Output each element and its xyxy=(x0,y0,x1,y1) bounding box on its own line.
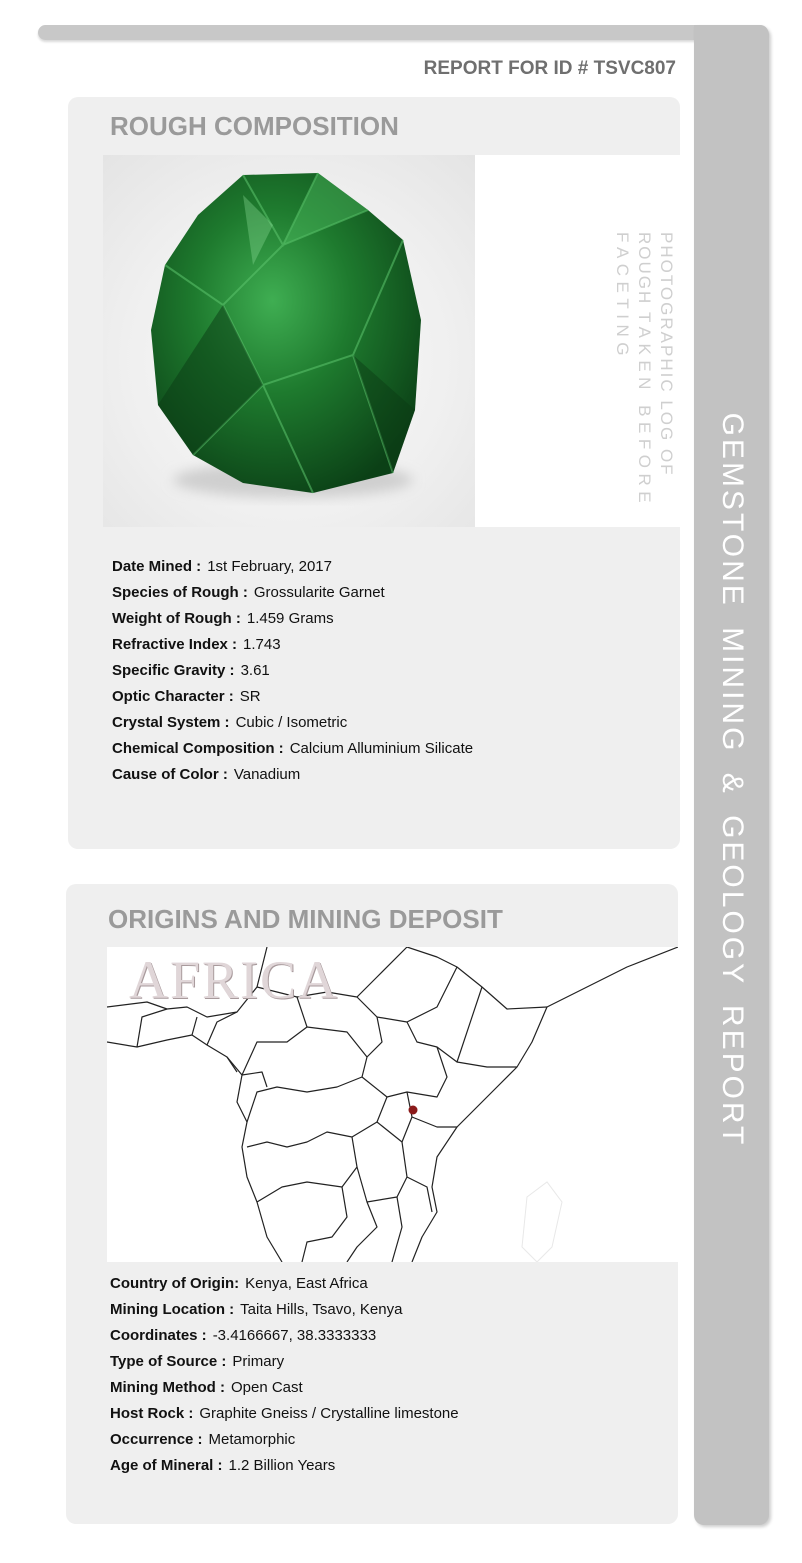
gem-photo xyxy=(103,155,475,527)
side-title: GEMSTONE MINING & GEOLOGY REPORT xyxy=(715,412,749,1148)
spec-coordinates: Coordinates : -3.4166667, 38.3333333 xyxy=(110,1327,377,1344)
spec-mining-method: Mining Method : Open Cast xyxy=(110,1379,303,1396)
africa-map xyxy=(107,947,678,1262)
spec-host-rock: Host Rock : Graphite Gneiss / Crystalline limestone xyxy=(110,1405,459,1422)
spec-weight: Weight of Rough : 1.459 Grams xyxy=(112,610,334,627)
spec-specific-gravity: Specific Gravity : 3.61 xyxy=(112,662,270,679)
spec-cause-of-color: Cause of Color : Vanadium xyxy=(112,766,301,783)
spec-mining-location: Mining Location : Taita Hills, Tsavo, Kenya xyxy=(110,1301,403,1318)
spec-crystal-system: Crystal System : Cubic / Isometric xyxy=(112,714,348,731)
side-banner xyxy=(694,25,769,1525)
photo-note-line1: PHOTOGRAPHIC LOG OF ROUGH xyxy=(635,232,676,477)
rough-photo-area xyxy=(103,155,680,527)
spec-chemical-composition: Chemical Composition : Calcium Alluminium Silicate xyxy=(112,740,474,757)
origins-panel xyxy=(66,884,678,1524)
gem-stone-image xyxy=(103,155,475,527)
rough-composition-panel xyxy=(68,97,680,849)
mine-location-marker xyxy=(409,1106,418,1115)
header-bar xyxy=(38,25,768,40)
spec-refractive-index: Refractive Index : 1.743 xyxy=(112,636,281,653)
spec-date-mined: Date Mined : 1st February, 2017 xyxy=(112,558,332,575)
spec-country: Country of Origin: Kenya, East Africa xyxy=(110,1275,368,1292)
spec-age-of-mineral: Age of Mineral : 1.2 Billion Years xyxy=(110,1457,336,1474)
spec-type-of-source: Type of Source : Primary xyxy=(110,1353,285,1370)
photo-note-line2: TAKEN BEFORE FACETING xyxy=(613,232,654,509)
report-id: REPORT FOR ID # TSVC807 xyxy=(423,58,676,79)
origins-title: ORIGINS AND MINING DEPOSIT xyxy=(108,904,503,934)
spec-occurrence: Occurrence : Metamorphic xyxy=(110,1431,296,1448)
photo-note xyxy=(613,232,677,527)
origin-spec-list xyxy=(110,1274,459,1482)
rough-composition-title: ROUGH COMPOSITION xyxy=(110,111,399,141)
map-label: AFRICA xyxy=(129,950,340,1010)
spec-optic-character: Optic Character : SR xyxy=(112,688,261,705)
rough-spec-list xyxy=(112,557,473,791)
spec-species: Species of Rough : Grossularite Garnet xyxy=(112,584,385,601)
